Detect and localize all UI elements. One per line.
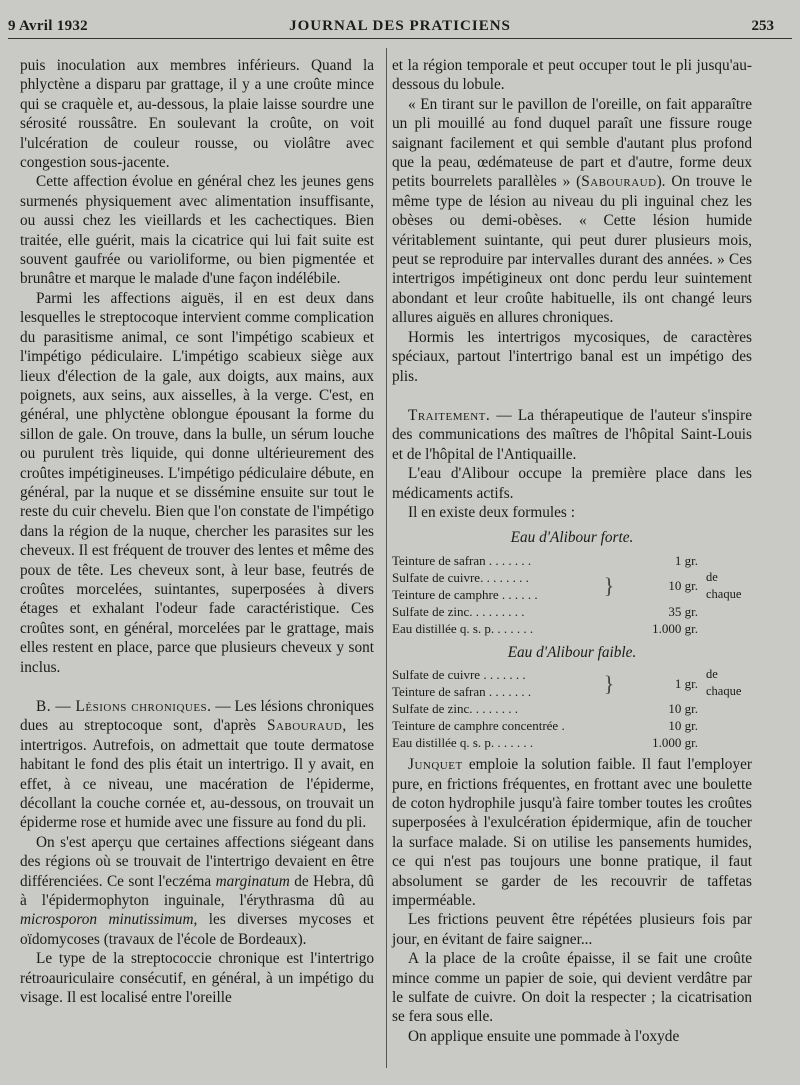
note bbox=[702, 620, 752, 637]
left-column bbox=[20, 56, 374, 1008]
ingredient: Sulfate de zinc. . . . . . . . bbox=[392, 701, 518, 717]
recipe-row bbox=[392, 620, 752, 637]
section-paragraph-treatment bbox=[392, 406, 752, 464]
quantity: 1 gr. bbox=[674, 552, 698, 568]
recipe-table-forte bbox=[392, 552, 752, 637]
brace bbox=[600, 734, 618, 751]
author-name: Sabouraud bbox=[581, 173, 657, 191]
italic-term: microsporon minutissimum bbox=[20, 911, 194, 929]
ingredient: Teinture de safran . . . . . . . bbox=[392, 684, 532, 700]
note bbox=[702, 717, 752, 734]
paragraph: et la région temporale et peut occuper tout le pli jusqu'au-dessous du lobule. bbox=[392, 57, 752, 94]
text-run: — La thérapeutique de l'auteur s'inspire des communications des maîtres de l'hôpital Saint-Louis et de l'hôpital de l'Antiquaille. bbox=[392, 406, 752, 463]
brace bbox=[600, 700, 618, 717]
section-heading: Traitement. bbox=[408, 406, 491, 424]
note bbox=[702, 603, 752, 620]
dash: — bbox=[211, 698, 235, 715]
brace: } bbox=[603, 573, 615, 599]
paragraph: L'eau d'Alibour occupe la première place dans les médicaments actifs. bbox=[392, 465, 752, 502]
ingredient: Eau distillée q. s. p. . . . . . . bbox=[392, 735, 534, 751]
header-rule bbox=[8, 38, 792, 39]
quantity: 10 gr. bbox=[668, 578, 698, 594]
recipe-row bbox=[392, 666, 752, 683]
paragraph: A la place de la croûte épaisse, il se fait une croûte mince comme un papier de soie, qui devient verdâtre par le sulfate de cuivre. On doit la respecter ; la cicatrisation se fera sous elle. bbox=[392, 950, 752, 1026]
text-run: Les lésions chroniques dues au streptocoque sont, d'après bbox=[20, 698, 374, 735]
ingredient: Teinture de camphre concentrée . bbox=[392, 718, 565, 734]
ingredient: Sulfate de zinc. . . . . . . . . bbox=[392, 603, 525, 619]
quantity: 1 gr. bbox=[674, 675, 698, 691]
ingredient: Teinture de camphre . . . . . . bbox=[392, 586, 538, 602]
section-paragraph-chronic bbox=[20, 697, 374, 833]
brace bbox=[600, 603, 618, 620]
quantity: 10 gr. bbox=[668, 718, 698, 734]
paragraph: Cette affection évolue en général chez les jeunes gens surmenés physiquement avec alimentation insuffisante, ou aussi chez les vieillards et les cachectiques. Bien traitée, elle guérit, mais la cicatrice qui lui fait suite est souvent gaufrée ou varioliforme, ou bien pigmentée et brunâtre et marque le malade d'une façon indélébile. bbox=[20, 173, 374, 288]
text-run: , les intertrigos. Autrefois, on admettait que toute dermatose habitant le fond des plis était un intertrigo. Il y avait, en effet, à ce niveau, une macération de l'épiderme, décollant la couche cornée et, au-dessous, on trouvait un épiderme rose et humide avec une fissure au fond du pli. bbox=[20, 717, 374, 832]
text-run: , les diverses mycoses et oïdomycoses (travaux de l'école de Bordeaux). bbox=[20, 911, 374, 948]
quantity: 35 gr. bbox=[668, 603, 698, 619]
paragraph: Parmi les affections aiguës, il en est deux dans lesquelles le streptocoque intervient comme complication du parasitisme animal, ce sont l'impétigo scabieux et l'impétigo pédiculaire. L'impétigo scabieux siège aux lieux d'élection de la gale, aux doigts, aux mains, aux poignets, aux seins, aux aisselles, à la verge. C'est, en général, une phlyctène oblongue épousant la forme du sillon de gale. On trouve, dans la bulle, un sérum louche ou purulent très liquide, qui donne ultérieurement des croûtes impétigineuses. L'impétigo pédiculaire débute, en général, par la nuque et se dissémine ensuite sur tout le reste du cuir chevelu. Bien que l'on constate de l'impétigo dans la région de la nuque, chercher les parasites sur les cheveux. Il est fréquent de trouver des lentes et même des poux de tête. Les cheveux sont, à leur base, feutrés de croûtes morcelées, suintantes, superposées à divers étages et exhalant l'odeur fade caractéristique. Ces croûtes sont, en général, morcelées par le grattage, mais elles restent en place, parce que plusieurs cheveux y sont inclus. bbox=[20, 289, 374, 676]
recipe-row bbox=[392, 569, 752, 586]
ingredient: Sulfate de cuivre. . . . . . . . bbox=[392, 569, 529, 585]
text-run: de Hebra, dû à l'épidermophyton inguinale, l'érythrasma dû au bbox=[20, 872, 374, 910]
text-run: « En tirant sur le pavillon de l'oreille, on fait apparaître un pli mouillé au fond duquel paraît une fissure rouge saignant facilement et qui semble d'autant plus profond que la peau, œdémateuse de part et d'autre, forme deux petits bourrelets parallèles » ( bbox=[392, 95, 752, 191]
recipe-table-faible bbox=[392, 666, 752, 751]
recipe-row bbox=[392, 603, 752, 620]
author-name: Junquet bbox=[408, 756, 463, 774]
text-run: ). On trouve le même type de lésion au niveau du pli inguinal chez les obèses ou demi-obèses. « Cette lésion humide véritablement suintante, qui peut durer plusieurs mois, peut se reproduire par intervalles durant des années. » Ces intertrigos impétigineux ont donc perdu leur suintement abondant et leur croûte habituelle, ils ont changé leurs allures aiguës en allures chroniques. bbox=[392, 173, 752, 327]
recipe-row bbox=[392, 717, 752, 734]
running-header bbox=[0, 12, 800, 42]
paragraph: Les frictions peuvent être répétées plusieurs fois par jour, en évitant de faire saigner... bbox=[392, 911, 752, 948]
ingredient: Eau distillée q. s. p. . . . . . . bbox=[392, 620, 534, 636]
page-number: 253 bbox=[751, 18, 774, 34]
brace bbox=[600, 552, 618, 569]
section-heading: B. — Lésions chroniques. bbox=[36, 698, 212, 715]
paragraph bbox=[392, 755, 752, 910]
ingredient: Sulfate de cuivre . . . . . . . bbox=[392, 667, 526, 683]
column-divider bbox=[386, 48, 387, 1068]
note bbox=[702, 700, 752, 717]
italic-term: marginatum bbox=[215, 872, 290, 890]
paragraph: On applique ensuite une pommade à l'oxyde bbox=[408, 1027, 680, 1045]
right-column bbox=[392, 56, 752, 1046]
issue-date: 9 Avril 1932 bbox=[8, 18, 88, 34]
ingredient: Teinture de safran . . . . . . . bbox=[392, 552, 532, 568]
text-run: emploie la solution faible. Il faut l'employer pure, en frictions fréquentes, en frottant avec une boulette de coton hydrophile jusqu'à faire tomber toutes les croûtes superposées à l'exulcération épidermique, afin de toucher la surface malade. Si on utilise les pansements humides, ce qui n'est pas toujours une bonne pratique, il faut absolument se garder de les recouvrir de taffetas imperméable. bbox=[392, 756, 752, 909]
quantity: 10 gr. bbox=[668, 701, 698, 717]
quantity: 1.000 gr. bbox=[652, 620, 698, 636]
note: de chaque bbox=[706, 667, 742, 699]
brace bbox=[600, 717, 618, 734]
recipe-title-forte: Eau d'Alibour forte. bbox=[510, 529, 634, 547]
brace bbox=[600, 620, 618, 637]
recipe-title-faible: Eau d'Alibour faible. bbox=[507, 643, 637, 661]
paragraph bbox=[392, 95, 752, 328]
recipe-row bbox=[392, 552, 752, 569]
paragraph bbox=[20, 833, 374, 949]
journal-title: JOURNAL DES PRATICIENS bbox=[289, 18, 511, 34]
note: de chaque bbox=[706, 569, 742, 601]
paragraph: Il en existe deux formules : bbox=[408, 503, 575, 521]
note bbox=[702, 552, 752, 569]
quantity: 1.000 gr. bbox=[652, 735, 698, 751]
paragraph: Hormis les intertrigos mycosiques, de caractères spéciaux, partout l'intertrigo banal est un impétigo des plis. bbox=[392, 328, 752, 385]
text-run: On s'est aperçu que certaines affections siégeant dans des régions où se trouvait de l'intertrigo devaient en être différenciées. Ce sont l'eczéma bbox=[20, 833, 374, 890]
note bbox=[702, 734, 752, 751]
recipe-row bbox=[392, 700, 752, 717]
paragraph: puis inoculation aux membres inférieurs. Quand la phlyctène a disparu par grattage, il y a une croûte mince qui se craquèle et, au-dessous, la plaie laisse sourdre une sérosité roussâtre. En soulevant la croûte, on voit l'ulcération de couleur rousse, ou violâtre avec congestion sous-jacente. bbox=[20, 57, 374, 172]
recipe-row bbox=[392, 734, 752, 751]
author-name: Sabouraud bbox=[266, 717, 343, 735]
brace: } bbox=[603, 670, 615, 696]
paragraph: Le type de la streptococcie chronique est l'intertrigo rétroauriculaire consécutif, en général, à un impétigo du visage. Il est localisé entre l'oreille bbox=[20, 950, 374, 1007]
